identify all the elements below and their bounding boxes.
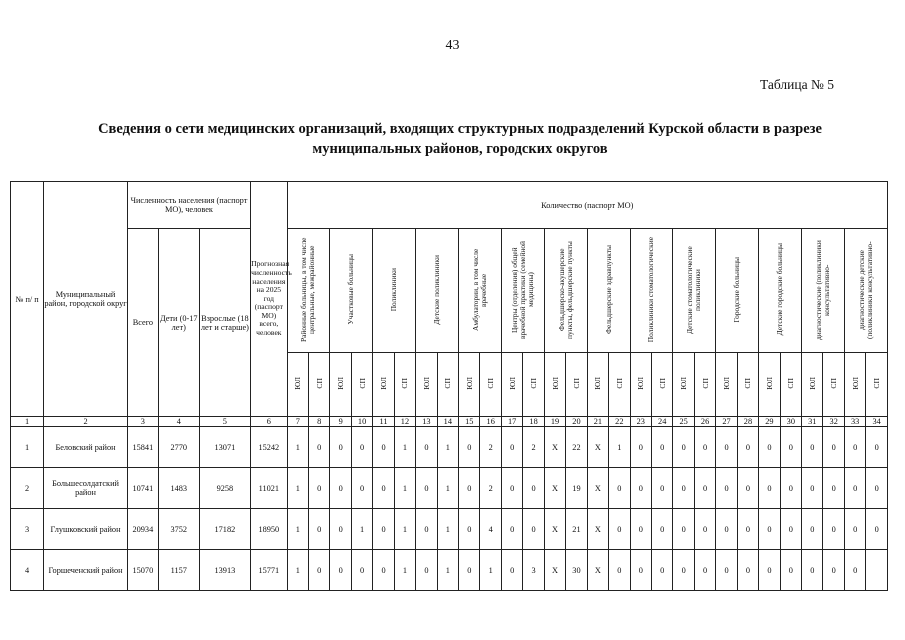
facility-count: 0 [630,427,651,468]
facility-count: 0 [416,468,437,509]
header-subcolumn-label: ЮЛ [764,377,774,390]
header-subcolumn [373,353,394,417]
column-number: 3 [127,417,158,427]
header-subcolumn [566,353,587,417]
header-category [716,229,759,353]
header-num: № п/ п [11,182,44,417]
header-subcolumn-label: ЮЛ [593,377,603,390]
header-subcolumn-label: СП [743,378,753,389]
title-line-2: муниципальных районов, городских округов [312,141,608,157]
header-subcolumn-label: ЮЛ [722,377,732,390]
header-subcolumn [630,353,651,417]
header-population: Численность населения (паспорт МО), человек [127,182,250,229]
facility-count: 1 [287,468,308,509]
column-number: 30 [780,417,801,427]
facility-count: 0 [630,468,651,509]
header-total: Всего [127,229,158,417]
facility-count: 0 [823,468,844,509]
facility-count: 1 [437,468,458,509]
population-total: 10741 [127,468,158,509]
header-subcolumn [737,353,758,417]
facility-count: 0 [866,468,888,509]
facility-count: X [587,427,608,468]
facility-count: 4 [480,509,501,550]
district-name: Большесолдатский район [44,468,128,509]
facility-count: 0 [651,509,672,550]
facility-count: 1 [287,427,308,468]
facility-count: 0 [308,550,329,591]
district-name: Горшеченский район [44,550,128,591]
facility-count: 1 [287,550,308,591]
column-number: 17 [501,417,522,427]
column-number: 28 [737,417,758,427]
header-subcolumn [308,353,329,417]
title-line-1: Сведения о сети медицинских организаций, входящих структурных подразделений Курской области в разрезе [98,121,822,137]
facility-count: 0 [373,468,394,509]
facility-count: 0 [802,550,823,591]
header-category-label: Фельдшерские здравпункты [603,245,613,334]
header-subcolumn-label: ЮЛ [464,377,474,390]
facility-count: 0 [844,427,865,468]
population-children: 2770 [158,427,199,468]
header-category [759,229,802,353]
header-subcolumn-label: СП [486,378,496,389]
column-number: 19 [544,417,565,427]
header-subcolumn-label: ЮЛ [807,377,817,390]
facility-count: 0 [416,427,437,468]
facility-count: 0 [609,550,630,591]
header-category-label: Амбулатории, в том числе врачебные [470,248,488,331]
column-number: 29 [759,417,780,427]
facility-count: 0 [351,468,372,509]
facility-count: 0 [523,509,544,550]
header-subcolumn [823,353,844,417]
header-subcolumn [394,353,415,417]
column-number: 1 [11,417,44,427]
facility-count: 2 [480,427,501,468]
header-subcolumn [844,353,865,417]
header-category [544,229,587,353]
table-row [11,509,888,550]
facility-count: 0 [823,427,844,468]
column-number: 23 [630,417,651,427]
facility-count: 0 [737,468,758,509]
header-category [673,229,716,353]
header-subcolumn-label: ЮЛ [507,377,517,390]
row-number: 3 [11,509,44,550]
header-subcolumn-label: ЮЛ [679,377,689,390]
population-total: 20934 [127,509,158,550]
facility-count: 0 [609,509,630,550]
header-subcolumn [351,353,372,417]
header-category-label: Районные больницы, в том числе центральные, межрайонные [299,237,317,342]
header-subcolumn-label: СП [872,378,882,389]
column-number: 26 [694,417,715,427]
header-district: Муниципальный район, городской округ [44,182,128,417]
population-forecast: 15242 [251,427,287,468]
table-row [11,468,888,509]
header-subcolumn [694,353,715,417]
facility-count: 0 [823,550,844,591]
facility-count: 0 [330,427,351,468]
facility-count: 0 [330,550,351,591]
facility-count: 0 [501,509,522,550]
district-name: Глушковский район [44,509,128,550]
header-subcolumn [437,353,458,417]
facility-count: 1 [437,550,458,591]
header-subcolumn-label: СП [400,378,410,389]
facility-count: 1 [480,550,501,591]
facility-count: 30 [566,550,587,591]
column-number: 32 [823,417,844,427]
facility-count: 0 [673,427,694,468]
population-forecast: 18950 [251,509,287,550]
facility-count: 0 [351,550,372,591]
facility-count: 0 [308,427,329,468]
facility-count: 1 [609,427,630,468]
facility-count: X [544,468,565,509]
header-subcolumn [480,353,501,417]
column-number: 11 [373,417,394,427]
facility-count: 0 [694,550,715,591]
district-name: Беловский район [44,427,128,468]
facility-count: 0 [716,550,737,591]
header-category-label: Поликлиники стоматологические [646,236,656,343]
document-title [30,119,890,159]
column-number: 27 [716,417,737,427]
column-number: 4 [158,417,199,427]
facility-count: 0 [823,509,844,550]
facility-count: 0 [630,509,651,550]
column-number: 20 [566,417,587,427]
facility-count: 0 [651,427,672,468]
facility-count: 0 [308,468,329,509]
header-subcolumn [866,353,888,417]
population-adults: 9258 [199,468,250,509]
facility-count: 2 [523,427,544,468]
facility-count: 2 [480,468,501,509]
column-number: 13 [416,417,437,427]
facility-count: X [587,509,608,550]
facility-count: 21 [566,509,587,550]
header-subcolumn-label: СП [443,378,453,389]
header-subcolumn [459,353,480,417]
page-number: 43 [445,38,460,53]
header-subcolumn-label: СП [786,378,796,389]
header-subcolumn-label: ЮЛ [336,377,346,390]
population-adults: 17182 [199,509,250,550]
facility-count: 0 [373,509,394,550]
column-number: 15 [459,417,480,427]
header-category-label: диагностические (поликлиники консультативно- [813,239,831,340]
header-category [844,229,887,353]
header-category-label: Детские стоматологические поликлиники [685,245,703,334]
header-category [459,229,502,353]
facility-count: 0 [630,550,651,591]
facility-count: 0 [780,468,801,509]
header-subcolumn-label: ЮЛ [636,377,646,390]
column-number: 21 [587,417,608,427]
facility-count: 0 [609,468,630,509]
header-quantity: Количество (паспорт МО) [287,182,887,229]
header-subcolumn [802,353,823,417]
column-number: 34 [866,417,888,427]
population-children: 1157 [158,550,199,591]
facility-count: X [544,427,565,468]
header-category [416,229,459,353]
header-subcolumn-label: СП [529,378,539,389]
header-subcolumn-label: ЮЛ [550,377,560,390]
facility-count: 0 [844,468,865,509]
header-subcolumn-label: СП [829,378,839,389]
header-subcolumn [759,353,780,417]
header-category-label: Детские городские больницы [775,243,785,336]
header-subcolumn [287,353,308,417]
population-children: 3752 [158,509,199,550]
facility-count: 0 [780,509,801,550]
facility-count: 0 [780,550,801,591]
facility-count: 0 [802,468,823,509]
column-number: 31 [802,417,823,427]
facility-count: 0 [694,427,715,468]
facility-count: 0 [459,427,480,468]
column-number: 16 [480,417,501,427]
header-subcolumn [609,353,630,417]
facility-count: 0 [759,427,780,468]
facility-count: X [544,509,565,550]
header-subcolumn [651,353,672,417]
facility-count: 0 [737,550,758,591]
facility-count: 0 [673,550,694,591]
header-subcolumn-label: ЮЛ [421,377,431,390]
facility-count: 0 [373,427,394,468]
header-category [587,229,630,353]
header-category-label: диагностические детские (поликлиники консультативно- [856,240,874,339]
facility-count: 0 [330,509,351,550]
facility-count: 0 [523,468,544,509]
header-category-label: Детские поликлиники [432,254,442,325]
header-category [501,229,544,353]
header-subcolumn [587,353,608,417]
column-number: 10 [351,417,372,427]
facility-count: 0 [716,468,737,509]
row-number: 1 [11,427,44,468]
facility-count: 0 [844,509,865,550]
facility-count: 0 [308,509,329,550]
facility-count: 0 [459,468,480,509]
header-subcolumn-label: СП [314,378,324,389]
facility-count: 0 [866,427,888,468]
facility-count: 1 [437,427,458,468]
column-number: 33 [844,417,865,427]
facility-count: 19 [566,468,587,509]
table-caption: Таблица № 5 [760,77,834,92]
header-subcolumn [501,353,522,417]
facility-count: 0 [459,509,480,550]
header-subcolumn [544,353,565,417]
facility-count: 1 [351,509,372,550]
population-total: 15070 [127,550,158,591]
header-subcolumn-label: ЮЛ [293,377,303,390]
facility-count: 0 [673,509,694,550]
column-number: 18 [523,417,544,427]
population-adults: 13071 [199,427,250,468]
facility-count: 1 [394,509,415,550]
facility-count: X [587,550,608,591]
header-subcolumn-label: СП [614,378,624,389]
column-number: 5 [199,417,250,427]
column-number: 8 [308,417,329,427]
facility-count: 0 [866,509,888,550]
facility-count: 0 [651,550,672,591]
facility-count: 0 [780,427,801,468]
header-subcolumn [416,353,437,417]
facility-count: 0 [802,427,823,468]
header-subcolumn [673,353,694,417]
facility-count: X [544,550,565,591]
facility-count: 0 [694,509,715,550]
header-subcolumn-label: СП [657,378,667,389]
header-subcolumn-label: ЮЛ [379,377,389,390]
column-number: 9 [330,417,351,427]
facility-count: 22 [566,427,587,468]
header-category [330,229,373,353]
header-category [287,229,330,353]
medical-network-table [10,181,888,591]
facility-count: 0 [330,468,351,509]
facility-count: 3 [523,550,544,591]
facility-count: 0 [501,468,522,509]
column-number: 14 [437,417,458,427]
header-category [630,229,673,353]
facility-count: 0 [501,427,522,468]
facility-count: 0 [716,509,737,550]
population-forecast: 15771 [251,550,287,591]
facility-count: 1 [437,509,458,550]
facility-count: 0 [651,468,672,509]
facility-count: 0 [802,509,823,550]
header-category-label: Фельдшерско-акушерские пункты, фельдшерские пункты [556,240,574,339]
facility-count: 1 [394,468,415,509]
facility-count: 0 [416,509,437,550]
column-number: 6 [251,417,287,427]
header-category [373,229,416,353]
header-category-label: Центры (отделения) общей врачебной практики (семейной медицины) [509,240,535,339]
population-adults: 13913 [199,550,250,591]
header-adults: Взрослые (18 лет и старше) [199,229,250,417]
population-forecast: 11021 [251,468,287,509]
header-category-label: Городские больницы [732,256,742,323]
row-number: 2 [11,468,44,509]
facility-count: 0 [501,550,522,591]
facility-count: 0 [716,427,737,468]
column-number: 25 [673,417,694,427]
header-subcolumn [716,353,737,417]
column-number: 2 [44,417,128,427]
header-forecast: Прогнозная численность населения на 2025 год (паспорт МО) всего, человек [251,182,287,417]
facility-count: 0 [694,468,715,509]
column-number: 12 [394,417,415,427]
header-subcolumn [330,353,351,417]
header-category-label: Поликлиники [389,267,399,312]
facility-count: 0 [759,468,780,509]
facility-count: X [587,468,608,509]
header-subcolumn-label: СП [700,378,710,389]
header-subcolumn [780,353,801,417]
facility-count: 0 [416,550,437,591]
facility-count [866,550,888,591]
facility-count: 0 [737,509,758,550]
table-row [11,550,888,591]
column-number: 22 [609,417,630,427]
header-subcolumn-label: СП [571,378,581,389]
column-number: 7 [287,417,308,427]
facility-count: 1 [394,550,415,591]
header-category [802,229,845,353]
header-children: Дети (0-17 лет) [158,229,199,417]
table-row [11,427,888,468]
facility-count: 0 [351,427,372,468]
header-subcolumn-label: СП [357,378,367,389]
facility-count: 0 [759,550,780,591]
population-total: 15841 [127,427,158,468]
header-subcolumn-label: ЮЛ [850,377,860,390]
population-children: 1483 [158,468,199,509]
header-subcolumn [523,353,544,417]
facility-count: 0 [759,509,780,550]
facility-count: 1 [394,427,415,468]
facility-count: 0 [373,550,394,591]
header-category-label: Участковые больницы [346,254,356,325]
facility-count: 0 [844,550,865,591]
facility-count: 0 [673,468,694,509]
row-number: 4 [11,550,44,591]
facility-count: 0 [459,550,480,591]
facility-count: 0 [737,427,758,468]
facility-count: 1 [287,509,308,550]
column-number: 24 [651,417,672,427]
